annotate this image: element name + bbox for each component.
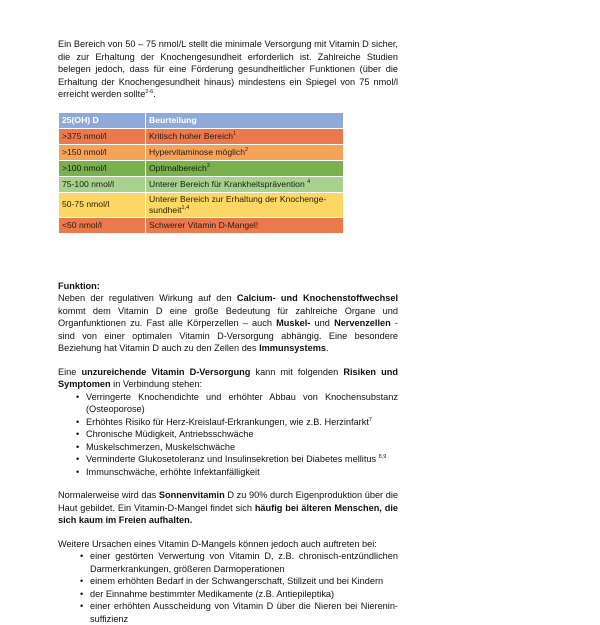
table-cell-assessment: Schwerer Vitamin D-Mangel! [146,217,344,233]
table-row [59,144,344,160]
table-row [59,176,344,192]
intro-paragraph: Ein Bereich von 50 – 75 nmol/L stellt die minimale Versorgung mit Vitamin D sicher, die zur Erhaltung der Knochengesundheit erforderlich ist. Zahlreiche Studien belegen jedoch, dass für eine Förderung gesundheitlicher Funktionen (über die Erhaltung der Knochengesundheit hinaus) mindestens ein Spiegel von 75 nmol/l erreicht werden sollte$^{2-6}$. [58,39,398,99]
funktion-paragraph-1: Neben der regulativen Wirkung auf den Calcium- und Knochenstoffwechsel kommt dem Vitamin D eine große Bedeutung für zahlreiche Organe und Organfunktionen zu. Fast alle Körperzellen – auch Muskel- und Nervenzellen - sind von einer optimalen Vitamin D-Versorgung abhängig. Eine besondere Beziehung hat Vitamin D auch zu den Zellen des Immunsystems. [58,293,398,353]
list-item: • Immunschwäche, erhöhte Infektanfälligkeit [86,466,398,479]
table-cell-range: >150 nmol/l [59,144,146,160]
list-item: • einer erhöhten Ausscheidung von Vitamin D über die Nieren bei Nierenin-suffizienz [90,600,398,625]
footnote-ref: 2-6 [145,89,154,95]
table-cell-range: <50 nmol/l [59,217,146,233]
list-item: • Verringerte Knochendichte und erhöhter Abbau von Knochensubstanz (Osteoporose) [86,391,398,416]
table-cell-assessment: Hypervitaminose möglich$^2$ [146,144,344,160]
list-item: • einer gestörten Verwertung von Vitamin D, z.B. chronisch-entzündlichen Darmerkrankungen, größeren Darmoperationen [90,550,398,575]
table-row [59,192,344,217]
table-cell-range: >100 nmol/l [59,160,146,176]
table-row [59,128,344,144]
list-item: • einem erhöhten Bedarf in der Schwangerschaft, Stillzeit und bei Kindern [90,575,398,588]
list-item: • Verminderte Glukosetoleranz und Insulinsekretion bei Diabetes mellitus $^{8,9}$ [86,453,398,466]
funktion-paragraph-4: Weitere Ursachen eines Vitamin D-Mangels können jedoch auch auftreten bei: [58,538,377,549]
funktion-paragraph-3: Normalerweise wird das Sonnenvitamin D zu 90% durch Eigenproduktion über die Haut gebildet. Ein Vitamin-D-Mangel findet sich häufig bei älteren Menschen, die sich kaum im Freien aufhalten. [58,490,399,525]
table-cell-assessment: Kritisch hoher Bereich$^1$ [146,128,344,144]
table-header-assessment: Beurteilung [146,112,344,128]
list-item: • Erhöhtes Risiko für Herz-Kreislauf-Erkrankungen, wie z.B. Herzinfarkt$^7$ [86,416,398,429]
document-page [58,38,398,625]
table-cell-assessment: Unterer Bereich zur Erhaltung der Knochenge-sundheit$^{1,4}$ [146,192,344,217]
section-title-funktion: Funktion: [58,280,100,291]
list-item: • der Einnahme bestimmter Medikamente (z.B. Antiepileptika) [90,588,398,601]
list-item: • Chronische Müdigkeit, Antriebsschwäche [86,428,398,441]
table-header-range: 25(OH) D [59,112,146,128]
cause-list [58,550,398,625]
funktion-paragraph-2: Eine unzureichende Vitamin D-Versorgung kann mit folgenden Risiken und Symptomen in Verbindung stehen: [58,366,398,389]
table-cell-assessment: Optimalbereich$^3$ [146,160,344,176]
symptom-list [58,391,398,479]
list-item: • Muskelschmerzen, Muskelschwäche [86,441,398,454]
table-row [59,160,344,176]
table-header-row [59,112,344,128]
table-cell-range: >375 nmol/l [59,128,146,144]
vitamin-d-table [58,112,344,234]
table-row [59,217,344,233]
table-cell-range: 75-100 nmol/l [59,176,146,192]
table-cell-assessment: Unterer Bereich für Krankheitsprävention $^4$ [146,176,344,192]
table-cell-range: 50-75 nmol/l [59,192,146,217]
